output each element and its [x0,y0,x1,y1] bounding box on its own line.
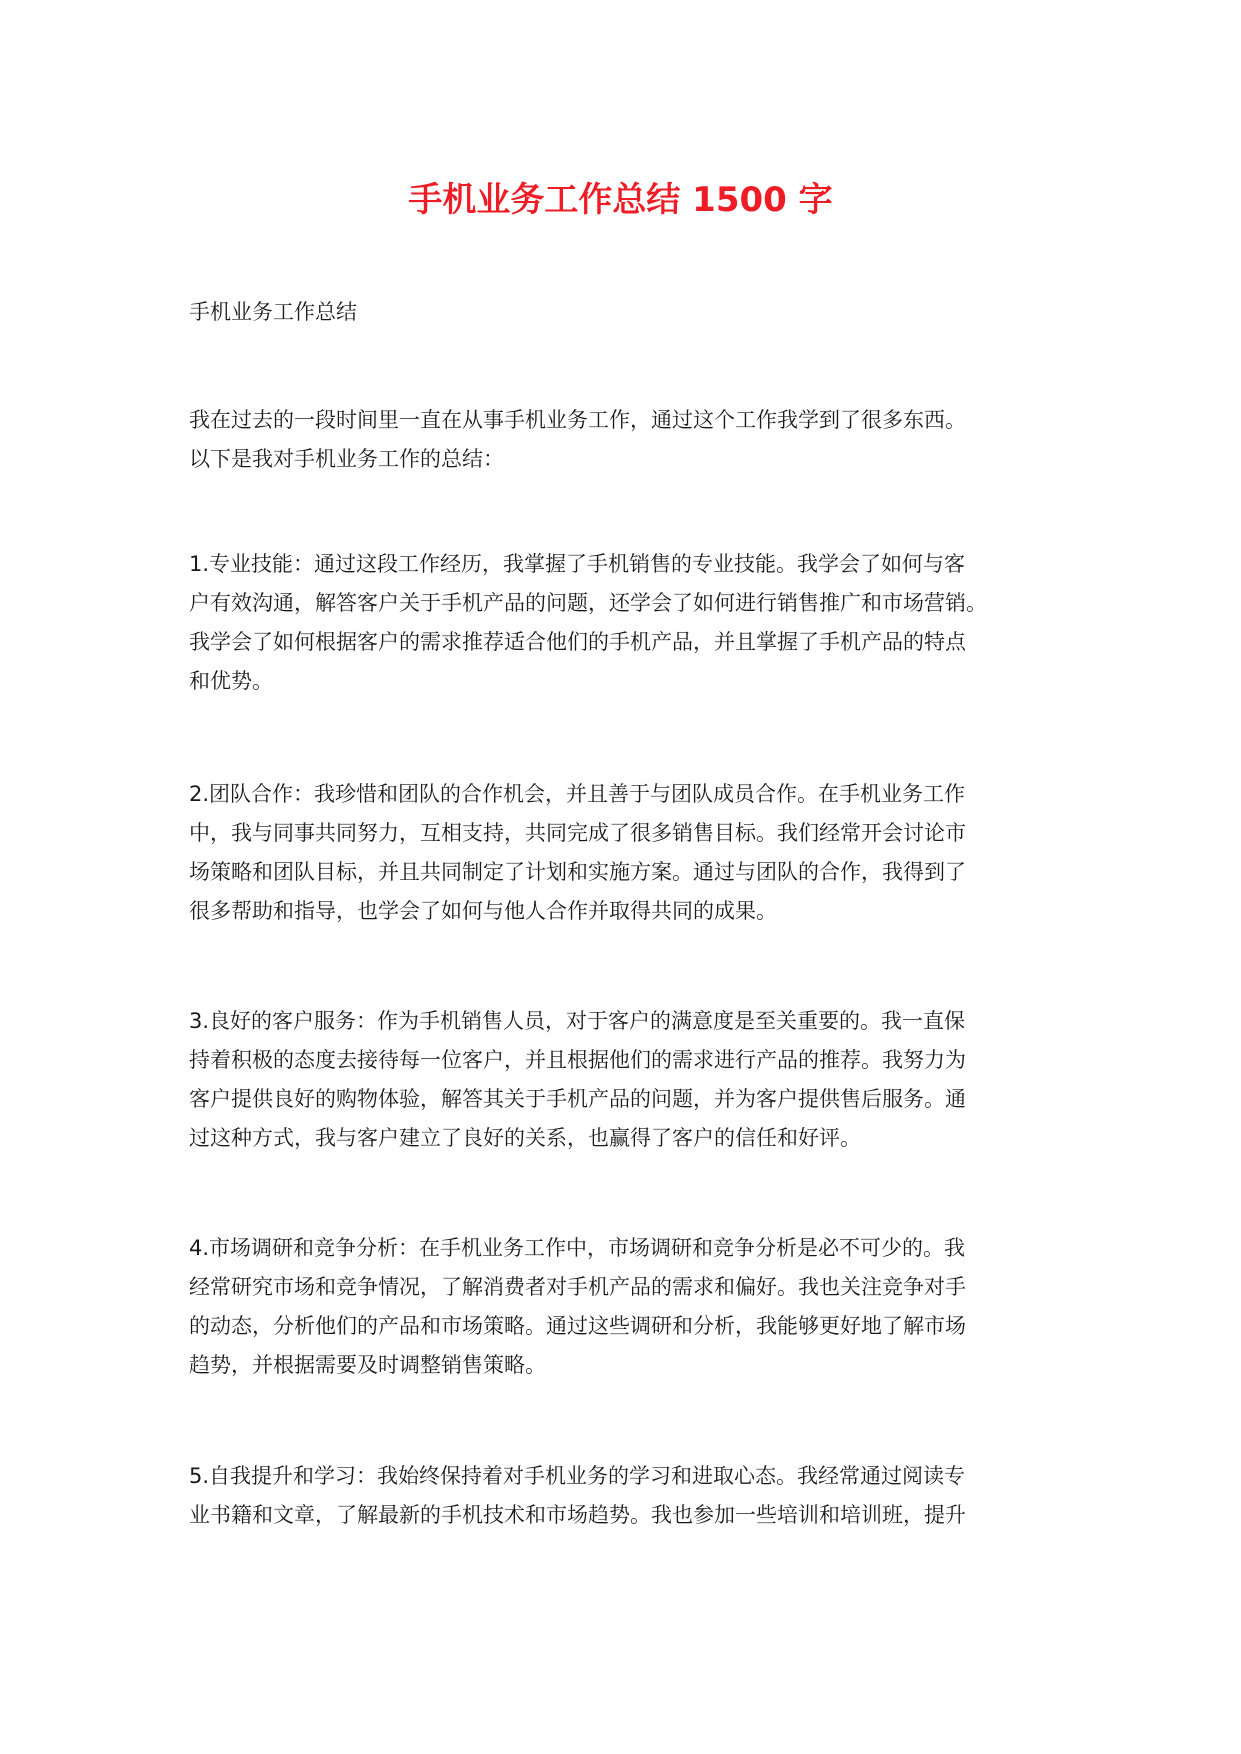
section-5-paragraph [189,1457,1053,1535]
text-line: 户有效沟通，解答客户关于手机产品的问题，还学会了如何进行销售推广和市场营销。 [189,591,987,615]
document-subtitle: 手机业务工作总结 [189,300,357,324]
text-line: 4.市场调研和竞争分析：在手机业务工作中，市场调研和竞争分析是必不可少的。我 [189,1236,966,1260]
text-line: 场策略和团队目标，并且共同制定了计划和实施方案。通过与团队的合作，我得到了 [189,860,966,884]
text-line: 趋势，并根据需要及时调整销售策略。 [189,1353,546,1377]
text-line: 过这种方式，我与客户建立了良好的关系，也赢得了客户的信任和好评。 [189,1126,861,1150]
text-line: 很多帮助和指导，也学会了如何与他人合作并取得共同的成果。 [189,899,777,923]
text-line: 经常研究市场和竞争情况，了解消费者对手机产品的需求和偏好。我也关注竞争对手 [189,1275,966,1299]
document-title: 手机业务工作总结 1500 字 [408,180,833,220]
text-line: 客户提供良好的购物体验，解答其关于手机产品的问题，并为客户提供售后服务。通 [189,1087,966,1111]
text-line: 1.专业技能：通过这段工作经历，我掌握了手机销售的专业技能。我学会了如何与客 [189,552,966,576]
text-line: 的动态，分析他们的产品和市场策略。通过这些调研和分析，我能够更好地了解市场 [189,1314,966,1338]
section-3-paragraph [189,1002,1053,1158]
text-line: 我在过去的一段时间里一直在从事手机业务工作，通过这个工作我学到了很多东西。 [189,408,966,432]
section-1-paragraph [189,545,1053,701]
text-line: 以下是我对手机业务工作的总结： [189,447,504,471]
text-line: 3.良好的客户服务：作为手机销售人员，对于客户的满意度是至关重要的。我一直保 [189,1009,966,1033]
text-line: 中，我与同事共同努力，互相支持，共同完成了很多销售目标。我们经常开会讨论市 [189,821,966,845]
text-line: 5.自我提升和学习：我始终保持着对手机业务的学习和进取心态。我经常通过阅读专 [189,1464,966,1488]
intro-paragraph [189,401,1053,479]
section-4-paragraph [189,1229,1053,1385]
text-line: 我学会了如何根据客户的需求推荐适合他们的手机产品，并且掌握了手机产品的特点 [189,630,966,654]
text-line: 持着积极的态度去接待每一位客户，并且根据他们的需求进行产品的推荐。我努力为 [189,1048,966,1072]
text-line: 业书籍和文章，了解最新的手机技术和市场趋势。我也参加一些培训和培训班，提升 [189,1503,966,1527]
text-line: 2.团队合作：我珍惜和团队的合作机会，并且善于与团队成员合作。在手机业务工作 [189,782,966,806]
section-2-paragraph [189,775,1053,931]
text-line: 和优势。 [189,669,273,693]
